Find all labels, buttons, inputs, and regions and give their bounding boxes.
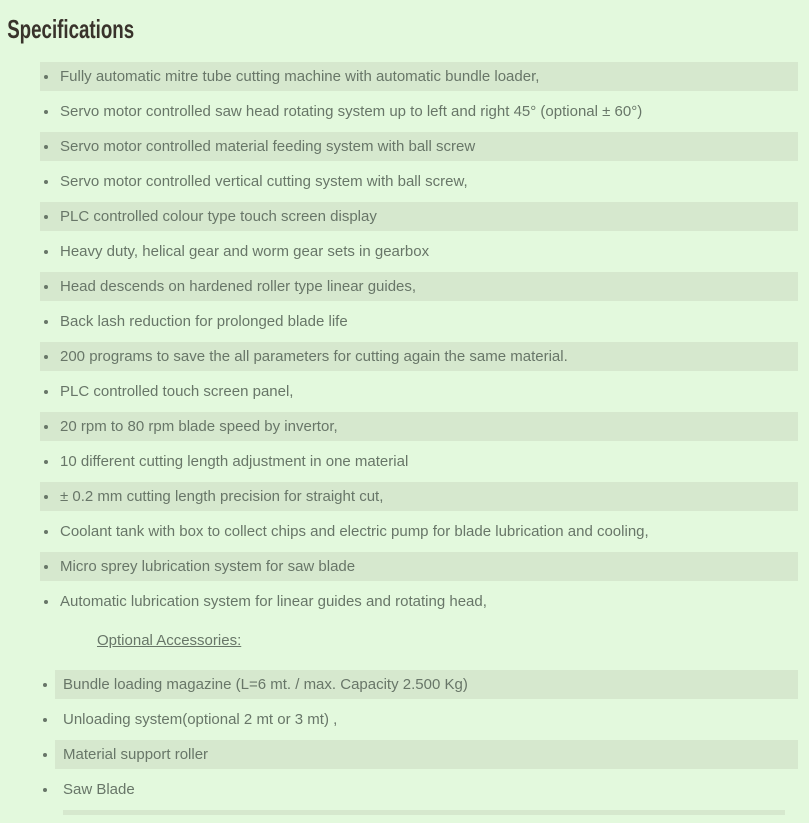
list-item-text: 10 different cutting length adjustment in one material <box>60 453 409 470</box>
list-item <box>40 307 798 336</box>
bullet-icon <box>44 565 48 569</box>
specifications-list <box>40 62 798 616</box>
list-item-text: 20 rpm to 80 rpm blade speed by invertor, <box>60 418 338 435</box>
list-item <box>40 167 798 196</box>
list-item-text: Fully automatic mitre tube cutting machine with automatic bundle loader, <box>60 68 540 85</box>
list-item <box>40 272 798 301</box>
list-item <box>40 202 798 231</box>
bullet-icon <box>44 145 48 149</box>
optional-accessories-heading-row <box>97 632 809 649</box>
bullet-icon <box>44 180 48 184</box>
bullet-icon <box>43 718 47 722</box>
bullet-icon <box>43 788 47 792</box>
list-item <box>40 587 798 616</box>
list-item-text: Servo motor controlled material feeding system with ball screw <box>60 138 476 155</box>
list-item <box>40 482 798 511</box>
bullet-icon <box>44 110 48 114</box>
list-item <box>40 517 798 546</box>
bullet-icon <box>44 320 48 324</box>
bullet-icon <box>44 600 48 604</box>
bullet-icon <box>44 390 48 394</box>
bullet-icon <box>43 683 47 687</box>
list-item <box>40 552 798 581</box>
list-item <box>55 670 798 699</box>
list-item-text: Automatic lubrication system for linear guides and rotating head, <box>60 593 487 610</box>
list-item-text: ± 0.2 mm cutting length precision for straight cut, <box>60 488 384 505</box>
list-item-text: Servo motor controlled vertical cutting system with ball screw, <box>60 173 468 190</box>
list-item-text: Saw Blade <box>63 781 135 798</box>
list-item-text: PLC controlled colour type touch screen display <box>60 208 377 225</box>
list-item <box>40 132 798 161</box>
list-item-text: Micro sprey lubrication system for saw blade <box>60 558 356 575</box>
list-item-text: PLC controlled touch screen panel, <box>60 383 294 400</box>
bullet-icon <box>44 285 48 289</box>
list-item <box>55 705 798 734</box>
list-item <box>40 97 798 126</box>
partial-next-row-band <box>63 810 785 815</box>
bullet-icon <box>44 460 48 464</box>
list-item <box>40 237 798 266</box>
page-title: Specifications <box>7 14 135 44</box>
list-item <box>40 342 798 371</box>
list-item-text: Heavy duty, helical gear and worm gear sets in gearbox <box>60 243 430 260</box>
bullet-icon <box>43 753 47 757</box>
list-item <box>40 447 798 476</box>
list-item-text: Bundle loading magazine (L=6 mt. / max. Capacity 2.500 Kg) <box>63 676 468 693</box>
list-item-text: Material support roller <box>63 746 209 763</box>
bullet-icon <box>44 75 48 79</box>
bullet-icon <box>44 425 48 429</box>
bullet-icon <box>44 495 48 499</box>
bullet-icon <box>44 530 48 534</box>
bullet-icon <box>44 250 48 254</box>
bullet-icon <box>44 355 48 359</box>
list-item-text: Head descends on hardened roller type linear guides, <box>60 278 417 295</box>
bullet-icon <box>44 215 48 219</box>
list-item <box>55 740 798 769</box>
list-item <box>55 775 798 804</box>
list-item-text: Back lash reduction for prolonged blade life <box>60 313 348 330</box>
list-item <box>40 377 798 406</box>
optional-accessories-heading: Optional Accessories: <box>97 632 242 649</box>
list-item-text: Unloading system(optional 2 mt or 3 mt) , <box>63 711 338 728</box>
list-item-text: Coolant tank with box to collect chips and electric pump for blade lubrication and cooling, <box>60 523 649 540</box>
list-item <box>40 62 798 91</box>
list-item-text: Servo motor controlled saw head rotating system up to left and right 45° (optional ± 60°) <box>60 103 643 120</box>
list-item-text: 200 programs to save the all parameters for cutting again the same material. <box>60 348 568 365</box>
optional-accessories-list <box>55 670 798 804</box>
list-item <box>40 412 798 441</box>
